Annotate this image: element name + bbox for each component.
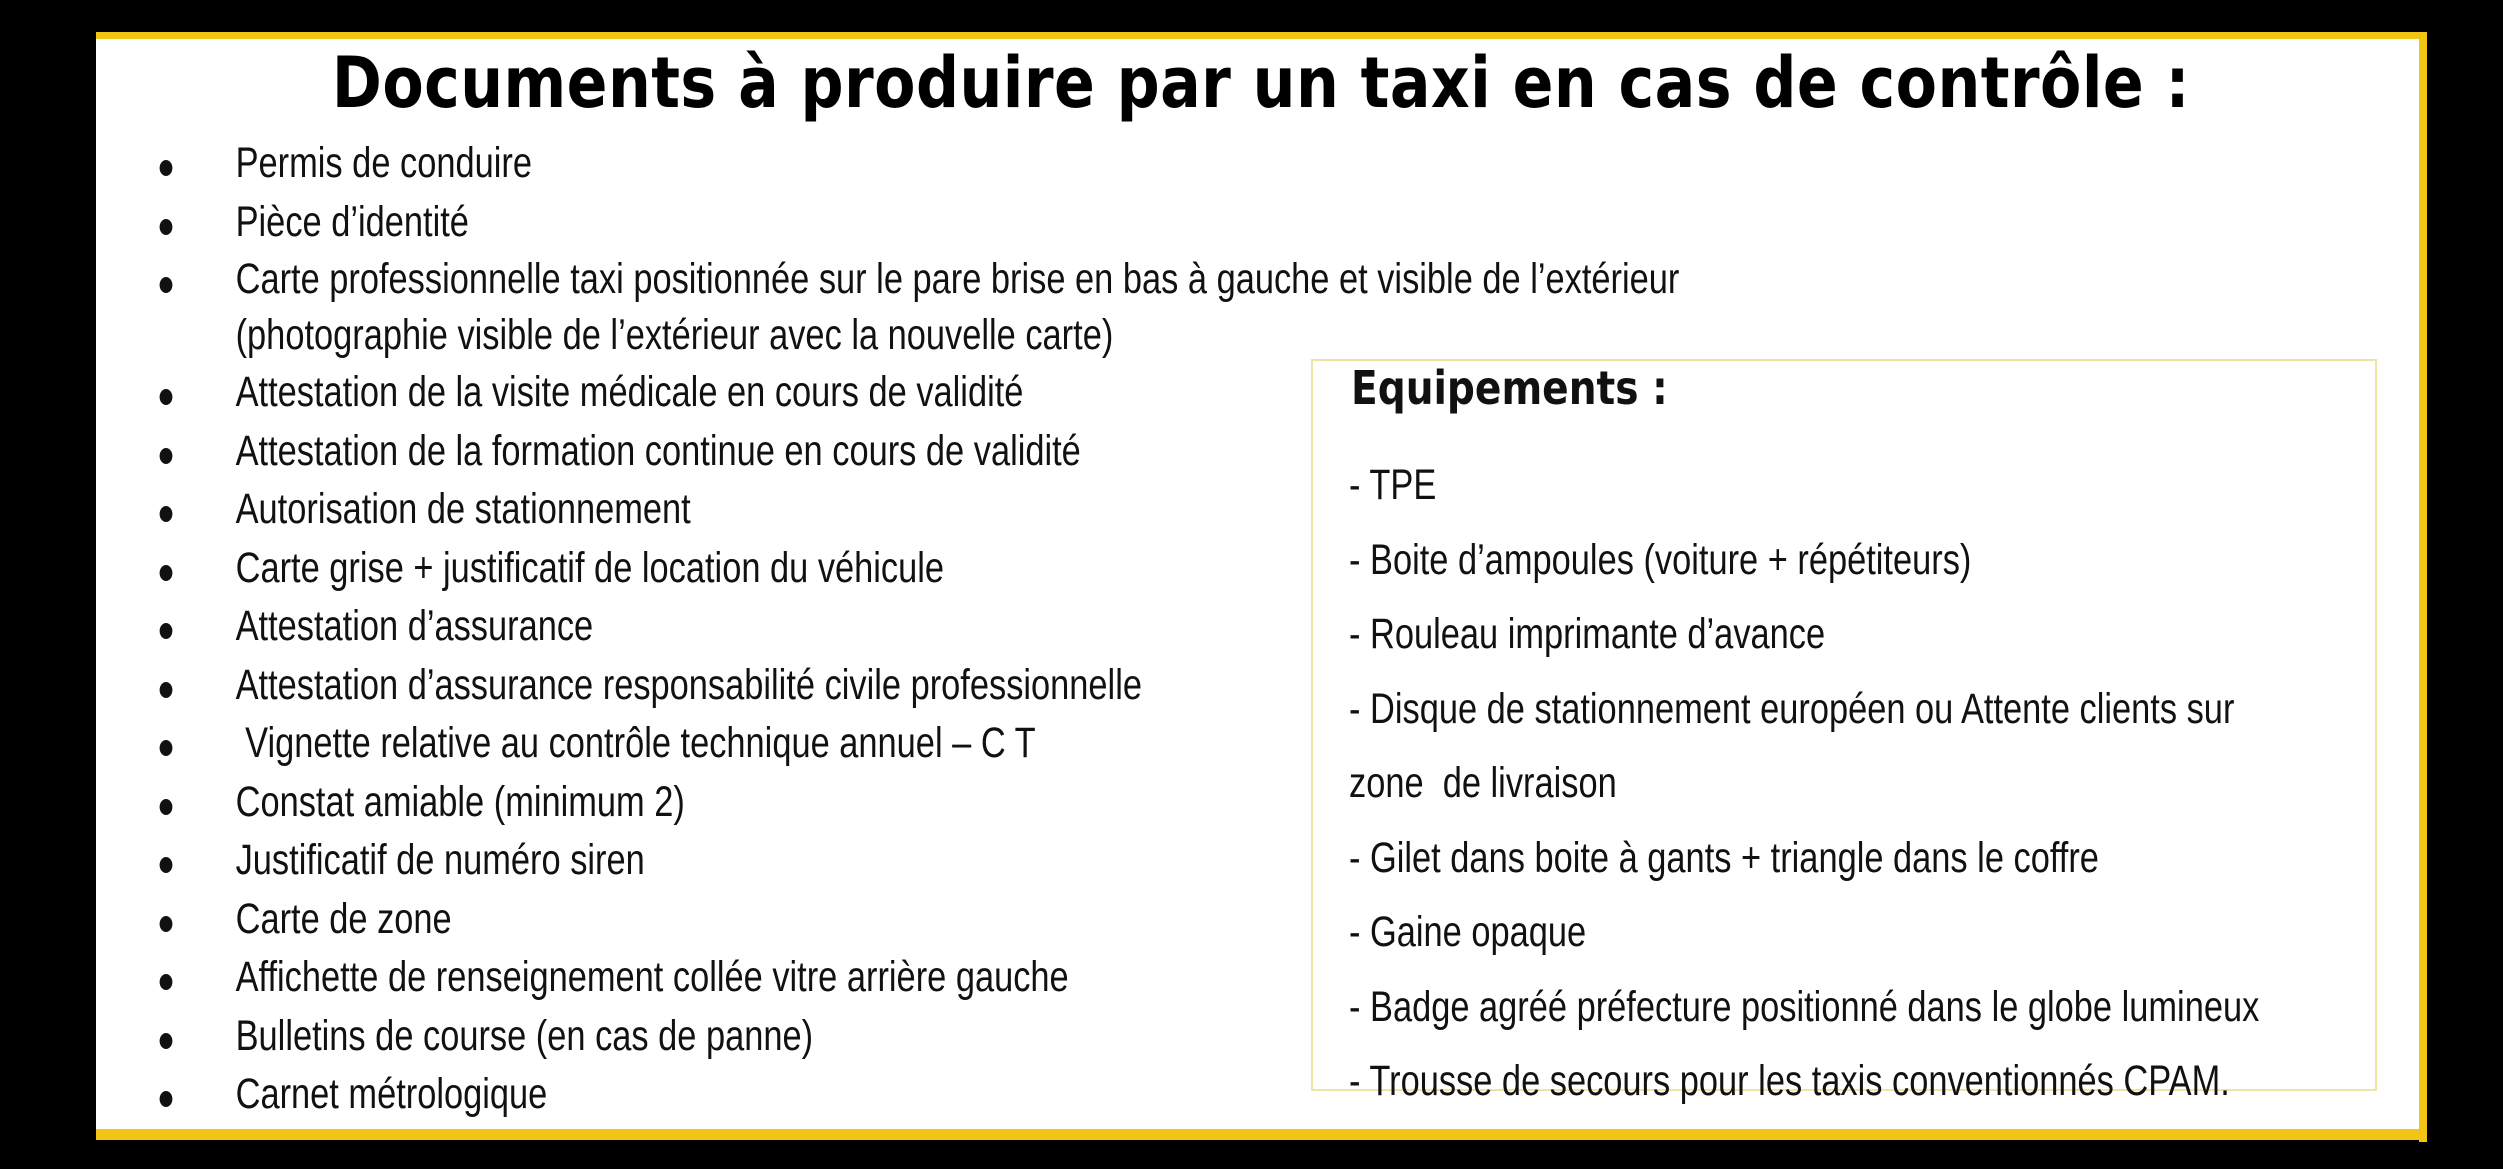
equipement-item: - Gaine opaque	[1349, 908, 1587, 956]
equipement-item: - Rouleau imprimante d’avance	[1349, 610, 1826, 658]
document-item: Pièce d’identité	[150, 193, 1679, 252]
document-item: Autorisation de stationnement	[150, 480, 1679, 539]
document-item: Vignette relative au contrôle technique annuel – C T	[150, 714, 1679, 773]
equipement-item: - Badge agréé préfecture positionné dans le globe lumineux	[1349, 982, 2260, 1031]
equipement-item: - TPE	[1349, 461, 1437, 509]
equipements-title: Equipements :	[1351, 361, 1668, 415]
document-item: Constat amiable (minimum 2)	[150, 773, 1679, 832]
document-item: Carnet métrologique	[150, 1065, 1679, 1124]
document-item: Carte grise + justificatif de location du véhicule	[150, 539, 1679, 598]
document-item	[150, 251, 1679, 363]
document-item-line-continued: (photographie visible de l’extérieur avec la nouvelle carte)	[235, 311, 1114, 359]
document-item: Attestation d’assurance	[150, 597, 1679, 656]
equipement-item: - Disque de stationnement européen ou Attente clients sur	[1349, 684, 2235, 733]
document-item: Attestation de la visite médicale en cours de validité	[150, 363, 1679, 422]
slide-title: Documents à produire par un taxi en cas de contrôle :	[331, 42, 2191, 124]
frame-bottom-border	[96, 1129, 2427, 1140]
equipement-item: - Boite d’ampoules (voiture + répétiteurs)	[1349, 535, 1972, 584]
frame-top-border	[96, 32, 2426, 39]
equipement-item-continued: zone de livraison	[1349, 759, 1617, 807]
equipement-item: - Trousse de secours pour les taxis conventionnés CPAM.	[1349, 1057, 2230, 1105]
document-item: Attestation de la formation continue en cours de validité	[150, 422, 1679, 481]
document-item: Justificatif de numéro siren	[150, 831, 1679, 890]
document-item: Carte de zone	[150, 890, 1679, 949]
document-item: Bulletins de course (en cas de panne)	[150, 1007, 1679, 1066]
document-item: Attestation d’assurance responsabilité civile professionnelle	[150, 656, 1679, 715]
equipements-list	[1349, 448, 2487, 1119]
equipement-item: - Gilet dans boite à gants + triangle dans le coffre	[1349, 833, 2099, 882]
document-item: Affichette de renseignement collée vitre arrière gauche	[150, 948, 1679, 1007]
document-item: Permis de conduire	[150, 134, 1679, 193]
document-item-line: Carte professionnelle taxi positionnée sur le pare brise en bas à gauche et visible de l’extérieur	[235, 255, 1680, 303]
